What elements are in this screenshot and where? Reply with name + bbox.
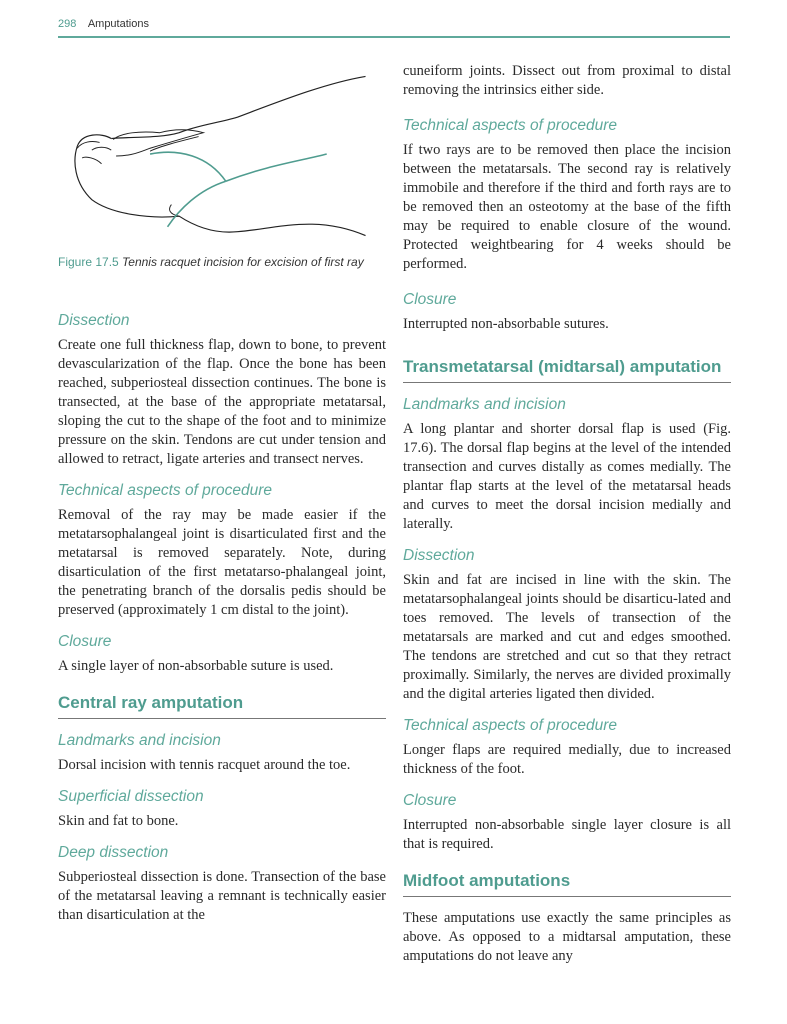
heading-dissection-right: Dissection — [403, 547, 475, 564]
paragraph-landmarks-right: A long plantar and shorter dorsal flap is used (Fig. 17.6). The dorsal flap begins at the level of the intended transection and curves distally as comes medially. The plantar flap starts at the level of the metatarsal heads and curves to meet the dorsal incision medially and laterally. — [403, 421, 731, 532]
paragraph-technical-aspects-right: If two rays are to be removed then place the incision between the metatarsals. The second ray is relatively immobile and therefore if the third and forth rays are to be removed then an osteotomy at the base of the fifth may be required to enable closure of the wound. Protected weightbearing for 4 weeks should be performed. — [403, 142, 731, 272]
heading-technical-aspects: Technical aspects of procedure — [58, 482, 272, 499]
paragraph-landmarks: Dorsal incision with tennis racquet around the toe. — [58, 757, 351, 773]
heading-superficial-dissection: Superficial dissection — [58, 788, 204, 805]
paragraph-deep-dissection: Subperiosteal dissection is done. Transection of the base of the metatarsal leaving a remnant is technically easier than disarticulation at the — [58, 869, 386, 923]
figure-caption-text: Tennis racquet incision for excision of first ray — [118, 255, 364, 269]
heading-closure: Closure — [58, 633, 112, 650]
heading-deep-dissection: Deep dissection — [58, 844, 169, 861]
left-column — [58, 62, 386, 925]
heading-technical-aspects-transmetatarsal: Technical aspects of procedure — [403, 717, 617, 734]
heading-closure-transmetatarsal: Closure — [403, 792, 457, 809]
figure-caption — [58, 254, 386, 271]
paragraph-closure: A single layer of non-absorbable suture is used. — [58, 658, 334, 674]
paragraph-superficial-dissection: Skin and fat to bone. — [58, 813, 179, 829]
paragraph-technical-aspects-transmetatarsal: Longer flaps are required medially, due to increased thickness of the foot. — [403, 742, 731, 777]
paragraph-continued: cuneiform joints. Dissect out from proximal to distal removing the intrinsics either side. — [403, 63, 731, 98]
right-column — [403, 62, 731, 966]
page-number: 298 — [58, 18, 77, 30]
running-head — [58, 18, 730, 38]
section-heading-transmetatarsal: Transmetatarsal (midtarsal) amputation — [403, 356, 731, 383]
paragraph-closure-right: Interrupted non-absorbable sutures. — [403, 316, 609, 332]
section-heading-midfoot: Midfoot amputations — [403, 870, 731, 897]
heading-dissection: Dissection — [58, 312, 130, 329]
foot-illustration-icon — [53, 66, 383, 246]
paragraph-technical-aspects: Removal of the ray may be made easier if the metatarsophalangeal joint is disarticulated first and the metatarsal is removed separately. Note, during disarticulation of the first metatarso-phalangeal joint, the penetrating branch of the dorsalis pedis should be preserved (approximately 1 cm distal to the joint). — [58, 507, 386, 618]
figure-label: Figure 17.5 — [58, 255, 119, 269]
figure-17-5 — [58, 62, 386, 248]
paragraph-dissection-right: Skin and fat are incised in line with the skin. The metatarsophalangeal joints should be disarticu-lated and toes removed. The levels of transection of the metatarsals are marked and cut and edges smoothed. The tendons are stretched and cut so that they retract proximally. Similarly, the nerves are divided proximally and the digital arteries ligated then divided. — [403, 572, 731, 702]
paragraph-dissection: Create one full thickness flap, down to bone, to prevent devascularization of the flap. Once the bone has been reached, subperiosteal dissection continues. The bone is transected, at the base of the appropriate metatarsal, sloping the cut to the shape of the foot and to minimize pressure on the skin. Tendons are cut under tension and allowed to retract, ligate arteries and transect nerves. — [58, 337, 386, 467]
chapter-title: Amputations — [87, 18, 149, 30]
paragraph-midfoot: These amputations use exactly the same principles as above. As opposed to a midtarsal amputation, these amputations do not leave any — [403, 910, 731, 964]
heading-landmarks-right: Landmarks and incision — [403, 396, 566, 413]
heading-landmarks: Landmarks and incision — [58, 732, 221, 749]
heading-technical-aspects-right: Technical aspects of procedure — [403, 117, 617, 134]
heading-closure-right: Closure — [403, 291, 457, 308]
section-heading-central-ray: Central ray amputation — [58, 692, 386, 719]
paragraph-closure-transmetatarsal: Interrupted non-absorbable single layer closure is all that is required. — [403, 817, 731, 852]
